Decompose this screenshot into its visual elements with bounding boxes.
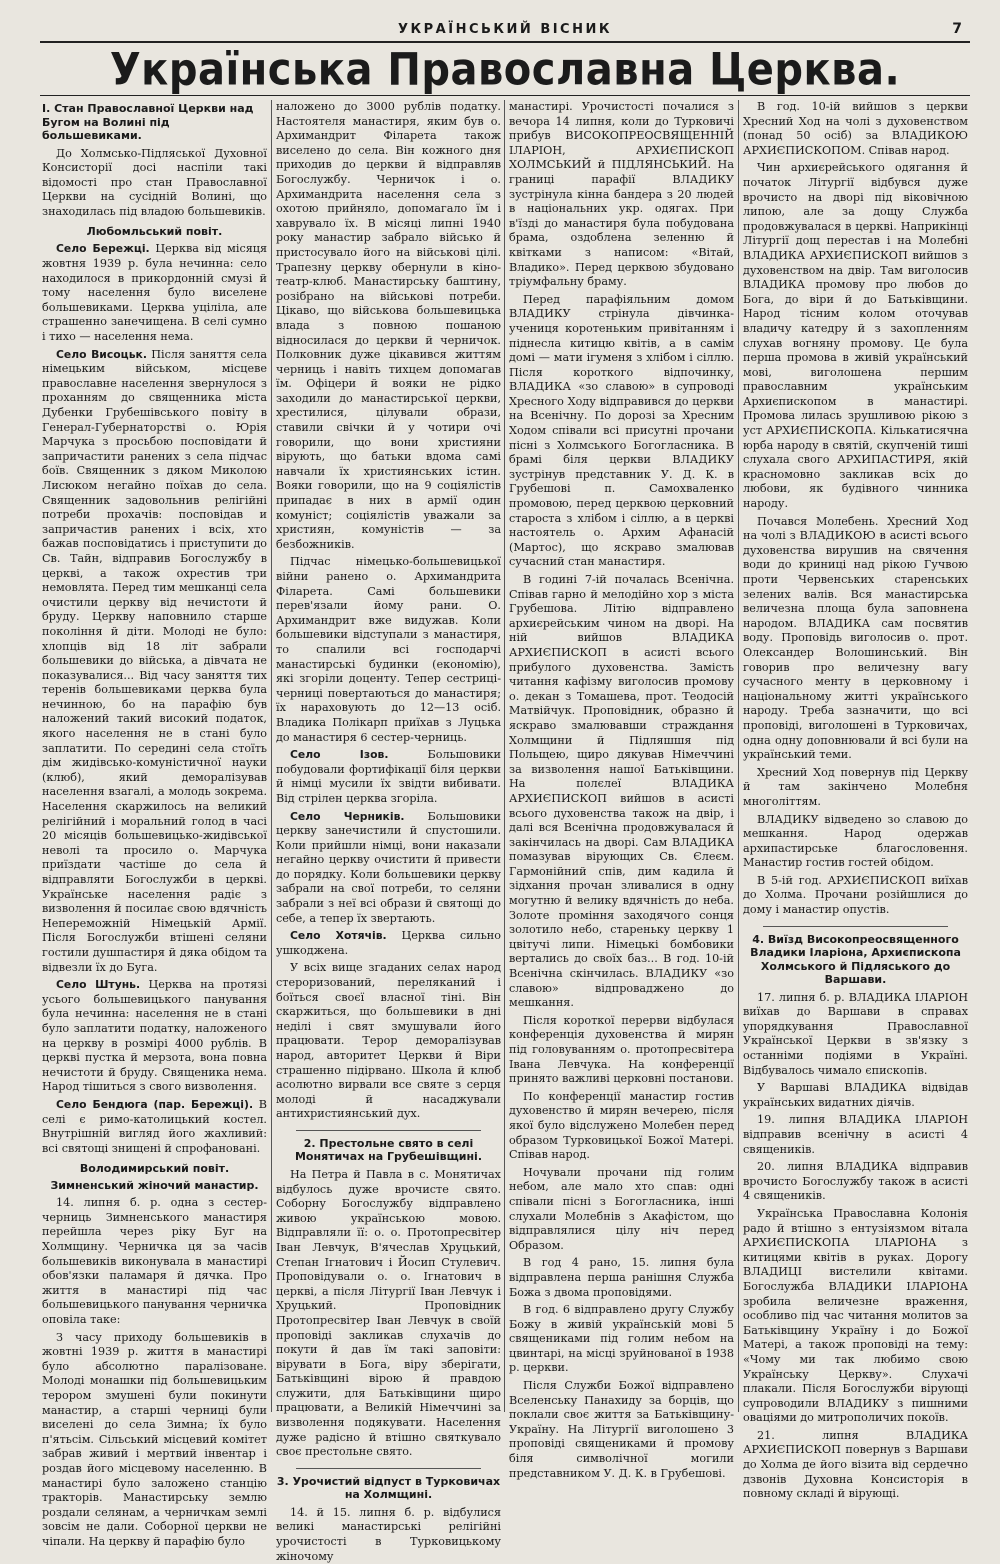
paragraph: 21. липня ВЛАДИКА АРХИЄПИСКОП повернув з Варшави до Холма де його візита від сердечно дзвонів Духовна Консисторія в повному складі й вірующі. bbox=[743, 1428, 968, 1501]
paragraph: На Петра й Павла в с. Монятичах відбулось дуже врочисте свято. Соборну Богослужбу відправлено живою українською мовою. Відправляли її: о. о. Протопресвітер Іван Левчук, В'ячеслав Хруцький, Степан Ігнатович і Йосип Стулевич. Проповідували о. о. Ігнатович в церкві, а після Літургії Іван Левчук і Хруцький. Проповідник Протопресвітер Іван Левчук в своїй проповіді закликав слухачів до покути й дав їм такі заповіти: вірувати в Бога, віру зберігати, Батьківщині вірою й правдою служити, для Батьківщини щиро працювати, а Великій Німеччині за визволення подякувати. Населення дуже радісно й втішно святкувало своє престольне свято. bbox=[276, 1167, 501, 1459]
paragraph: 14. й 15. липня б. р. відбулися великі манастирські релігійні урочистості в Турковицькому жіночому bbox=[276, 1505, 501, 1563]
paragraph: Підчас німецько-большевицької війни ранено о. Архимандрита Філарета. Самі большевики перев'язали йому рани. О. Архимандрит вже видужав. Коли большевики відступали з манастиря, то спалили всі господарчі манастирські будинки (економію), які згоріли доценту. Тепер сестриці-черниці повертаються до манастиря; їх нараховують до 12—13 осіб. Владика Полікарп приїхав з Луцька до манастиря 6 сестер-черниць. bbox=[276, 555, 501, 744]
paragraph: ВЛАДИКУ відведено зо славою до мешкання. Народ одержав архипастирське благословення. Манастир гостив гостей обідом. bbox=[743, 812, 968, 870]
district-heading: Володимирський повіт. bbox=[79, 1162, 230, 1176]
paragraph: Чин архиєрейського одягання й початок Літургії відбувся дуже врочисто на дворі під віковічною липою, але за дощу Служба продовжувалася в церкві. Наприкінці Літургії дощ перестав і на Молебні ВЛАДИКА АРХИЄПИСКОП вийшов з духовенством на двір. Там виголосив ВЛАДИКА промову про любов до Бога, до віри й до Батьківщини. Народ тісним колом оточував владичу катедру й з захопленням слухав вогняну промову. Це була перша промова в живій український мові, виголошена першим православним українським Архиєпископом в манастирі. Промова лилась зрушливою рікою з уст АРХИЄПИСКОПА. Кількатисячна юрба народу в святій, скупченій тиші слухала свого АРХИПАСТИРЯ, якій красномовно закликав всіх до любови, як будівного чинника народу. bbox=[743, 161, 968, 511]
headline-rule bbox=[40, 95, 970, 96]
village-text: Після заняття села німецьким військом, місцеве православне населення звернулося з проханням до священника міста Дубенки Грубешівського повіту в Генерал-Губернаторстві о. Юрія Марчука з просьбою посповідати й запричастити ранених з села підчас боїв. Священник з дяком Миколою Лисюком негайно поїхав до села. Священник задовольнив релігійні потреби прохачів: посповідав и запричастив ранених і всіх, хто бажав посповідатись і приступити до Св. Тайн, відправив Богослужбу в церкві, а також охрестив три немовлята. Перед тим мешканці села очистили церкву від нечистоти й бруду. Церкву наповнило старше покоління й діти. Молоді не було: хлопців від 18 літ забрали большевики до війська, а дівчата не показувалися... Від часу заняття тих теренів большевиками церква була нечинною, бо на парафію був наложений такий високий податок, якого населення не в стані було заплатити. По середині села стоїть дім жидівсько-комуністичної науки (клюб), який деморалізував населення взагалі, а молодь зокрема. Населення скаржилось на великий релігійний і моральний голод в часі 20 місяців большевицько-жидівської неволі та просило о. Марчука приїздати частіше до села й відправляти Богослужби в церкві. Українське населення радіє з визволення й посилає свою вдячність Непереможній Німецькій Армії. Після Богослужби втішені селяни гостили душпастиря й дяка обідом та відвезли їх до Буга. bbox=[42, 347, 268, 974]
column-divider bbox=[738, 100, 739, 1412]
column-divider bbox=[504, 100, 505, 1412]
paragraph: 20. липня ВЛАДИКА відправив врочисто Богослужбу також в асисті 4 священиків. bbox=[743, 1160, 968, 1203]
section-heading: I. Стан Православної Церкви над Бугом на Волині під большевиками. bbox=[42, 102, 254, 142]
paragraph: В 5-ій год. АРХИЄПИСКОП виїхав до Холма. Прочани розійшлися до дому і манастир опустів. bbox=[743, 873, 968, 917]
paragraph: Після Служби Божої відправлено Вселенську Панахиду за борців, що поклали своє життя за Батьківщину-Україну. На Літургії виголошено 3 проповіді священиками й промову біля символічної могили представником У. Д. К. в Грубешові. bbox=[509, 1379, 734, 1480]
paragraph: З часу приходу большевиків в жовтні 1939 р. життя в манастирі було абсолютно паралізоване. Молоді монашки під большевицьким терором змушені були покинути манастир, а старші черниці були виселені до села Зимна; їх було п'ятьсім. Сільський місцевий комітет забрав живий і мертвий інвентар і роздав його місцевому населенню. В манастирі було заложено станцію тракторів. Манастирську землю роздали селянам, а черничкам землі зовсім не дали. Соборної церкви не чіпали. На церкву й парафію було bbox=[42, 1330, 267, 1548]
page-header bbox=[40, 22, 970, 40]
paragraph bbox=[276, 810, 501, 927]
section-heading: 3. Урочистий відпуст в Турковичах на Холмщині. bbox=[276, 1474, 501, 1502]
column-2 bbox=[276, 100, 502, 1563]
paragraph: До Холмсько-Підляської Духовної Консисторії досі наспіли такі відомості про стан Православної Церкви на сусідній Волині, що знаходилась під владою большевиків. bbox=[42, 146, 267, 218]
village-text: Большовики церкву занечистили й спустошили. Коли прийшли німці, вони наказали негайно церкву очистити й привести до порядку. Коли большевики церкву забрали на свої потреби, то селяни забрали з неї всі образи й святощі до себе, а тепер їх звертають. bbox=[276, 809, 501, 925]
paragraph bbox=[42, 1098, 267, 1156]
column-3 bbox=[509, 100, 734, 1480]
village-text: В селі є римо-католицький костел. Внутрішній вигляд його жахливий: всі святощі знищені й спрофановані. bbox=[42, 1097, 267, 1155]
paragraph: 19. липня ВЛАДИКА ІЛАРІОН відправив всенічну в асисті 4 священиків. bbox=[743, 1113, 968, 1156]
column-1 bbox=[42, 100, 268, 1548]
paragraph bbox=[276, 929, 501, 958]
paragraph: манастирі. Урочистості почалися з вечора 14 липня, коли до Турковичі прибув ВИСОКОПРЕОСВЯЩЕННІЙ ІЛАРІОН, АРХИЄПИСКОП ХОЛМСЬКИЙ й ПІДЛЯНСЬКИЙ. На границі парафії ВЛАДИКУ зустрінула кінна бандера з 20 людей в національних укр. одягах. При в'їзді до манастиря була побудована брама, оздоблена зеленню й квітками з написом: «Вітай, Владико». Перед церквою збудовано тріумфальну браму. bbox=[509, 100, 734, 289]
paragraph: По конференції манастир гостив духовенство й мирян вечерею, після якої було відслужено Молебен перед образом Турковицької Божої Матері. Співав народ. bbox=[509, 1089, 734, 1162]
paragraph: У всіх вище згаданих селах народ стероризований, переляканий і боїться своєї власної тіні. Він скаржиться, що большевики в дні неділі і свят змушували його працювати. Терор деморалізував народ, авторитет Церкви й Віри страшенно підірвано. Школа й клюб асолютно вирвали все святе з серця молоді й насаджували антихристиянський дух. bbox=[276, 961, 501, 1121]
paragraph: У Варшаві ВЛАДИКА відвідав українських видатних діячів. bbox=[743, 1081, 968, 1109]
masthead: УКРАЇНСЬКИЙ ВІСНИК bbox=[398, 22, 612, 37]
header-rule bbox=[40, 41, 970, 43]
village-text: Церква сильно ушкоджена. bbox=[276, 929, 502, 957]
paragraph bbox=[42, 242, 267, 344]
headline: Українська Православна Церква. bbox=[109, 44, 901, 96]
paragraph: Українська Православна Колонія радо й втішно з ентузіязмом вітала АРХИЄПИСКОПА ІЛАРІОНА з китицями квітів в руках. Дорогу ВЛАДИЦІ вистелили квітами. Богослужба ВЛАДИКИ ІЛАРІОНА зробила величезне враження, особливо під час читання молитов за Батьківщину Україну і до Божої Матері, а також проповіді на тему: «Чому ми так любимо свою Українську Церкву». Слухачі плакали. Після Богослужби вірующі супроводили ВЛАДИКУ з пишними оваціями до митрополичих покоїв. bbox=[743, 1206, 968, 1425]
paragraph bbox=[42, 978, 267, 1095]
section-divider bbox=[296, 1468, 481, 1469]
paragraph: В год. 6 відправлено другу Службу Божу в живій українській мові 5 священиками під голим небом на цвинтарі, на місці зруйнованої в 1938 р. церкви. bbox=[509, 1303, 734, 1375]
section-heading: 2. Престольне свято в селі Монятичах на Грубешівщині. bbox=[294, 1136, 483, 1164]
column-divider bbox=[271, 100, 272, 1412]
paragraph: Ночували прочани під голим небом, але мало хто спав: одні співали пісні з Богогласника, інші слухали Молебнів з Акафістом, що відправлялися цілу ніч перед Образом. bbox=[509, 1165, 734, 1252]
column-4 bbox=[743, 100, 968, 1501]
paragraph: Перед парафіяльним домом ВЛАДИКУ стрінула дівчинка-учениця коротеньким привітанням і піднесла китицю квітів, а в самім домі — мати ігуменя з хлібом і сіллю. Після короткого відпочинку, ВЛАДИКА «зо славою» в супроводі Хресного Ходу відправився до церкви на Всенічну. По дорозі за Хресним Ходом співали всі присутні прочани пісні з Холмського Богогласника. В брамі біля церкви ВЛАДИКУ зустрінув представник У. Д. К. в Грубешові п. Самохваленко промовою, перед церквою церковний староста з хлібом і сіллю, а в церкві настоятель о. Архим Афанасій (Мартос), що яскраво змалював сучасний стан манастиря. bbox=[509, 292, 734, 569]
village-name: Село Штунь. bbox=[56, 978, 141, 992]
village-name: Село Хотячів. bbox=[290, 929, 387, 943]
village-name: Село Бережці. bbox=[56, 242, 150, 256]
village-name: Село Черників. bbox=[290, 809, 405, 823]
paragraph: наложено до 3000 рублів податку. Настоятеля манастиря, яким був о. Архимандрит Філарета також виселено до села. Він кожного дня приходив до церкви й відправляв Богослужбу. Черничок і о. Архимандрита населення села з охотою прийняло, допомагало їм і хаврувало їх. В місяці липні 1940 року манастир забрало військо й пристосувало його на військові цілі. Трапезну церкву обернули в кіно-театр-клюб. Манастирську баштину, розібрано на військові потреби. Цікаво, що військова большевицька влада з повною пошаною відносилася до церкви й черничок. Полковник дуже цікавився життям черниць і навіть тихцем допомагав їм. Офіцери й вояки не рідко заходили до манастирської церкви, хрестилися, цілували образи, ставили свічки й у чотири очі говорили, що вони християни вірують, що батьки вдома самі навчали їх християнських істин. Вояки говорили, що на 9 соціялістів припадає в них в армії один комуніст; соціялістів уважали за християн, комуністів — за безбожників. bbox=[276, 100, 501, 551]
page-number: 7 bbox=[952, 21, 962, 37]
village-text: Церква на протязі усього большевицького панування була нечинна: населення не в стані було заплатити податку, наложеного на церкву в розмірі 4000 рублів. В церкві пустка й мерзота, вона повна нечистоти й бруду. Священика нема. Народ тішиться з свого визволення. bbox=[42, 978, 267, 1094]
paragraph: 17. липня б. р. ВЛАДИКА ІЛАРІОН виїхав до Варшави в справах упорядкування Православної Української Церкви в зв'язку з останніми подіями в Україні. Відбувалось чимало єпископів. bbox=[743, 990, 968, 1077]
section-divider bbox=[763, 926, 948, 927]
monastery-heading: Зимненський жіночий манастир. bbox=[50, 1179, 259, 1193]
village-name: Село Ізов. bbox=[290, 748, 389, 762]
paragraph: 14. липня б. р. одна з сестер-черниць Зимненського манастиря перейшла через ріку Буг на Холмщину. Черничка ця за часів большевиків виконувала в манастирі обов'язки паламаря й дячка. Про життя в манастирі під час большевицького панування черничка оповіла таке: bbox=[42, 1196, 267, 1327]
district-heading: Любомльський повіт. bbox=[86, 225, 223, 239]
paragraph: Після короткої перерви відбулася конференція духовенства й мирян під головуванням о. протопресвітера Івана Левчука. На конференції принято важливі церковні постанови. bbox=[509, 1013, 734, 1086]
village-name: Село Висоцьк. bbox=[56, 347, 147, 361]
section-divider bbox=[296, 1130, 481, 1131]
paragraph bbox=[42, 348, 267, 976]
village-text: Церква від місяця жовтня 1939 р. була нечинна: село находилося в прикордонній смузі й тому населення було виселене большевиками. Церква уціліла, але страшенно занечищена. В селі сумно і тихо — населення нема. bbox=[42, 242, 268, 344]
village-name: Село Бендюга (пар. Бережці). bbox=[56, 1097, 254, 1111]
paragraph bbox=[276, 748, 501, 806]
paragraph: В год. 10-ій вийшов з церкви Хресний Ход на чолі з духовенством (понад 50 осіб) за ВЛАДИКОЮ АРХИЄПИСКОПОМ. Співав народ. bbox=[743, 100, 968, 157]
paragraph: В год 4 рано, 15. липня була відправлена перша ранішня Служба Божа з двома проповідями. bbox=[509, 1256, 734, 1299]
paragraph: Почався Молебень. Хресний Ход на чолі з ВЛАДИКОЮ в асисті всього духовенства вирушив на свячення води до криниці над рікою Гучвою проти Червенських старенських зелених валів. Вся манастирська величезна площа була заповнена народом. ВЛАДИКА сам посвятив воду. Проповідь виголосив о. прот. Олександер Волошинський. Він говорив про величезну вагу сучасного менту в церковному і національному житті українського народу. Треба зазначити, що всі проповіді, виголошені в Турковичах, одна одну доповнювали й всі були на український теми. bbox=[743, 514, 968, 762]
paragraph: В годині 7-ій почалась Всенічна. Співав гарно й мелодійно хор з міста Грубешова. Літію відправлено архиєрейським чином на дворі. На ній вийшов ВЛАДИКА АРХИЄПИСКОП в асисті всього прибулого духовенства. Замість читання кафізму виголосив промову о. декан з Томашева, прот. Теодосій Матвійчук. Проповідник, образно й яскраво змалювавши страждання Холмщини й Підляшшя під Польщею, щиро дякував Німеччині за визволення нашої Батьківщини. На полєлеї ВЛАДИКА АРХИЄПИСКОП вийшов в асисті всього духовенства також на двір, і далі вся Всенічна продовжувалася й закінчилась на дворі. Сам ВЛАДИКА помазував вірующих Св. Єлеєм. Гармонійний спів, дим кадила й зідхання прочан зливалися в одну могутню й велику вдячність до неба. Золоте проміння заходячого сонця золотило небо, старенькy церкву 1 цвітучі липи. Німецькі бомбовики вертались до своїх баз... В год. 10-ій Всенічна скінчилась. ВЛАДИКУ «зо славою» відпроваджено до мешкання. bbox=[509, 573, 734, 1010]
village-text: Большовики побудовали фортифікації біля церкви й німці мусили їх звідти вибивати. Від стрілен церква згоріла. bbox=[276, 748, 501, 805]
paragraph: Хресний Ход повернув під Церкву й там закінчено Молебня многоліттям. bbox=[743, 765, 968, 808]
section-heading: 4. Виїзд Високопреосвященного Владики Іларіона, Архиєпископа Холмського й Підляського до Варшави. bbox=[750, 932, 961, 987]
